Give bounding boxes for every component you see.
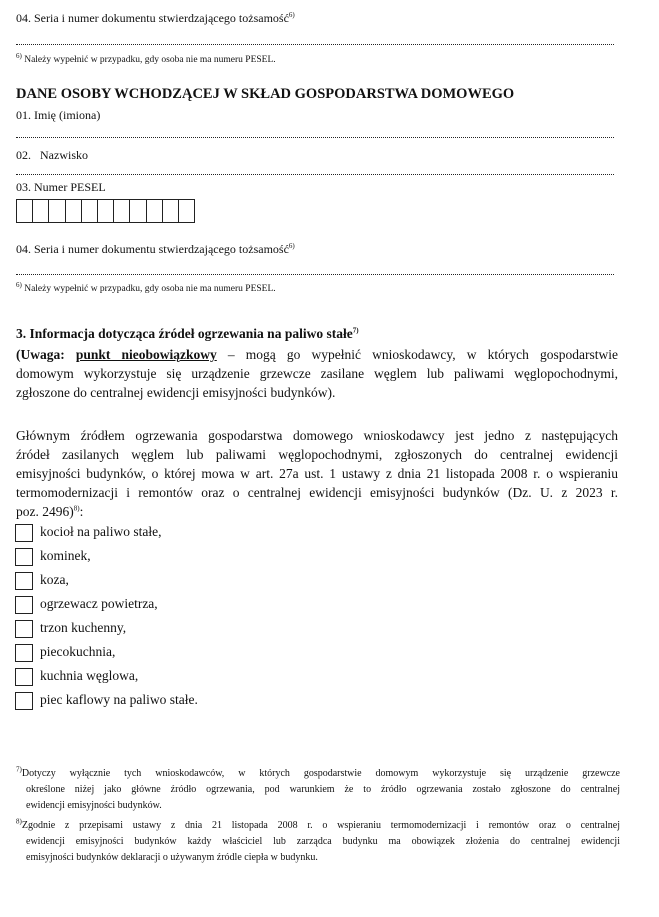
option-label: kuchnia węglowa, <box>40 668 139 683</box>
checkbox-piec-kaflowy[interactable] <box>15 692 33 710</box>
footnote-7 <box>16 766 620 814</box>
option-label: trzon kuchenny, <box>40 620 127 635</box>
paragraph-line-3: emisyjności budynków, o której mowa w art. 27a ust. 1 ustawy z dnia 21 listopada 2008 r. o wspieraniu <box>16 466 618 481</box>
paragraph-line-5 <box>16 502 618 521</box>
uwaga-label: (Uwaga: <box>16 347 76 362</box>
section-heading: DANE OSOBY WCHODZĄCEJ W SKŁAD GOSPODARSTWA DOMOWEGO <box>16 86 515 102</box>
footnote-7-line-1 <box>16 766 620 782</box>
option-label: kominek, <box>40 548 91 563</box>
uwaga-line-1-rest: – mogą go wypełnić wnioskodawcy, w których gospodarstwie <box>216 347 618 362</box>
footnote-7-line-2: określone niżej jako główne źródło ogrzewania, pod warunkiem że to źródło ogrzewania zostało zgłoszone do centralnej <box>26 784 620 795</box>
pesel-input-boxes[interactable] <box>16 199 195 223</box>
checkbox-kociol[interactable] <box>15 524 33 542</box>
field-04-label <box>16 11 295 26</box>
note-6b-marker: 6) <box>16 280 22 289</box>
paragraph-line-4: termomodernizacji i remontów oraz o centralnej ewidencji emisyjności budynków (Dz. U. z 2023 r. <box>16 485 618 500</box>
note-6b <box>16 280 276 294</box>
field-03-label: 03. Numer PESEL <box>16 180 106 194</box>
note-6b-text: Należy wypełnić w przypadku, gdy osoba nie ma numeru PESEL. <box>24 284 276 294</box>
pesel-digit-box[interactable] <box>49 200 65 222</box>
footnote-ref-6b: 6) <box>288 242 295 250</box>
field-01-label: 01. Imię (imiona) <box>16 108 101 122</box>
field-02-input-line[interactable] <box>16 173 614 175</box>
paragraph-colon: : <box>79 504 84 519</box>
footnote-8 <box>16 818 620 866</box>
footnote-ref-7: 7) <box>352 326 359 335</box>
field-01-input-line[interactable] <box>16 136 614 138</box>
field-04b-label <box>16 242 295 257</box>
uwaga-line-1 <box>16 345 618 364</box>
note-6-marker: 6) <box>16 51 22 60</box>
checkbox-koza[interactable] <box>15 572 33 590</box>
option-label: kocioł na paliwo stałe, <box>40 524 162 539</box>
pesel-digit-box[interactable] <box>98 200 114 222</box>
option-label: koza, <box>40 572 69 587</box>
footnote-8-line-1-text: Zgodnie z przepisami ustawy z dnia 21 listopada 2008 r. o wspieraniu termomodernizacji i remontów oraz o centralnej <box>21 820 620 831</box>
uwaga-line-3: zgłoszone do centralnej ewidencji emisyjności budynków). <box>16 385 336 400</box>
note-6 <box>16 51 276 65</box>
note-6-text: Należy wypełnić w przypadku, gdy osoba nie ma numeru PESEL. <box>24 55 276 65</box>
option-label: ogrzewacz powietrza, <box>40 596 158 611</box>
paragraph-line-5-text: poz. 2496) <box>16 504 74 519</box>
checkbox-piecokuchnia[interactable] <box>15 644 33 662</box>
option-label: piecokuchnia, <box>40 644 116 659</box>
footnote-8-marker: 8) <box>16 817 22 826</box>
pesel-digit-box[interactable] <box>163 200 179 222</box>
uwaga-line-2: domowym wykorzystuje się urządzenie grzewcze zasilane węglem lub paliwami węglopochodnymi, <box>16 366 618 381</box>
footnote-8-line-2: ewidencji emisyjności budynków każdy właściciel lub zarządca budynku ma obowiązek złożenia do centralnej ewidencji <box>26 836 620 847</box>
footnote-7-line-3: ewidencji emisyjności budynków. <box>26 800 162 811</box>
optional-marker: punkt nieobowiązkowy <box>75 347 217 362</box>
pesel-digit-box[interactable] <box>17 200 33 222</box>
field-02-label: 02. Nazwisko <box>16 148 88 162</box>
checkbox-kuchnia-weglowa[interactable] <box>15 668 33 686</box>
footnote-ref-8: 8) <box>73 504 80 513</box>
paragraph-line-1: Głównym źródłem ogrzewania gospodarstwa domowego wnioskodawcy jest jedno z następujących <box>16 428 618 443</box>
option-label: piec kaflowy na paliwo stałe. <box>40 692 198 707</box>
footnote-ref-6: 6) <box>288 11 295 19</box>
footnote-7-line-1-text: Dotyczy wyłącznie tych wnioskodawców, w których gospodarstwie domowym wykorzystuje się urządzenie grzewcze <box>21 768 620 779</box>
pesel-digit-box[interactable] <box>179 200 194 222</box>
pesel-digit-box[interactable] <box>66 200 82 222</box>
checkbox-trzon[interactable] <box>15 620 33 638</box>
pesel-digit-box[interactable] <box>33 200 49 222</box>
field-04b-input-line[interactable] <box>16 273 614 275</box>
footnote-8-line-3: emisyjności budynków deklaracji o używanym źródle ciepła w budynku. <box>26 852 318 863</box>
checkbox-ogrzewacz[interactable] <box>15 596 33 614</box>
uwaga-note <box>16 345 618 402</box>
section-3-title-text: 3. Informacja dotycząca źródeł ogrzewania na paliwo stałe <box>16 326 353 341</box>
main-paragraph <box>16 426 618 521</box>
pesel-digit-box[interactable] <box>130 200 146 222</box>
paragraph-line-2: źródeł zasilanych węglem lub paliwami węglopochodnymi, zgłoszonych do centralnej ewidencji <box>16 447 618 462</box>
field-04-label-text: 04. Seria i numer dokumentu stwierdzającego tożsamość <box>16 11 289 25</box>
pesel-digit-box[interactable] <box>147 200 163 222</box>
footnote-7-marker: 7) <box>16 765 22 774</box>
pesel-digit-box[interactable] <box>82 200 98 222</box>
field-04-input-line[interactable] <box>16 43 614 45</box>
footnote-8-line-1 <box>16 818 620 834</box>
section-3-title <box>16 326 359 342</box>
checkbox-kominek[interactable] <box>15 548 33 566</box>
field-04b-label-text: 04. Seria i numer dokumentu stwierdzającego tożsamość <box>16 242 289 256</box>
pesel-digit-box[interactable] <box>114 200 130 222</box>
